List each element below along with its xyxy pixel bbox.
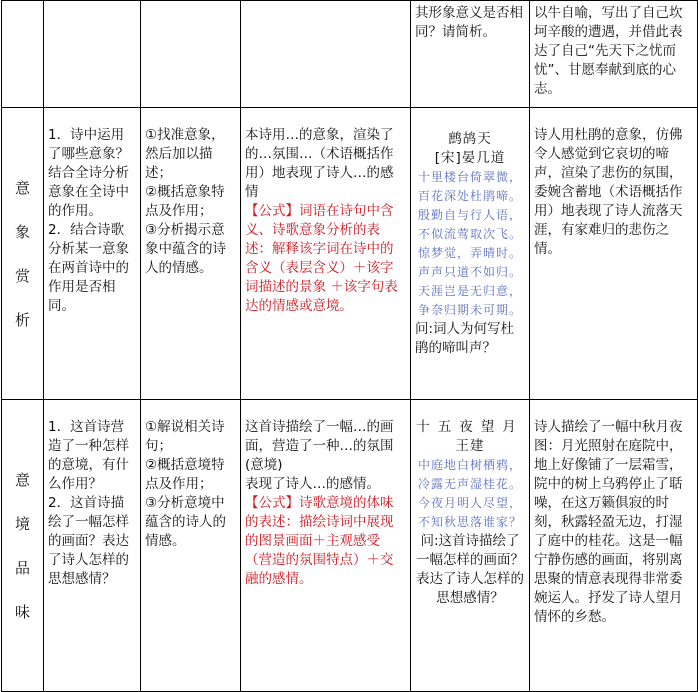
poem-author: 王建 — [455, 438, 485, 454]
poem-line: 冷露无声湿桂花。 — [417, 477, 522, 491]
formula-label: 【公式】 — [245, 203, 299, 219]
formula-block — [245, 494, 406, 589]
category-char: 析 — [14, 310, 30, 329]
table-row-mood — [2, 400, 698, 692]
question-item: 2．结合诗歌分析某一意象在两首诗中的作用是否相同。 — [48, 222, 129, 314]
step-item: ①解说相关诗句； — [145, 419, 225, 454]
step-item: ①找准意象，然后加以描述； — [145, 127, 225, 181]
answer-text: 诗人用杜鹃的意象，仿佛令人感觉到它哀切的啼声，渲染了悲伤的氛围，委婉含蓄地（术语概括作用）地表现了诗人流落天涯，有家难归的悲伤之情。 — [534, 127, 683, 257]
category-char: 品 — [14, 558, 30, 577]
poem-line: 天涯岂是无归意， — [417, 284, 522, 298]
question-item: 2．这首诗描绘了一幅怎样的画面？表达了诗人怎样的思想感情？ — [48, 495, 129, 587]
category-mood — [2, 400, 44, 692]
step-item: ③分析揭示意象中蕴含的诗人的情感。 — [145, 222, 226, 276]
category-char: 象 — [14, 222, 30, 241]
category-char: 境 — [14, 514, 30, 533]
poem-line: 不知秋思落谁家？ — [417, 515, 522, 529]
imagery-example — [411, 108, 530, 400]
step-item: ②概括意象特点及作用； — [145, 184, 225, 219]
step-item: ②概括意境特点及作用； — [145, 457, 225, 492]
poem-author: [宋]晏几道 — [434, 150, 506, 166]
poem-question: 问:这首诗描绘了一幅怎样的画面？表达了诗人怎样的思想感情？ — [416, 533, 524, 606]
imagery-answer — [530, 108, 698, 400]
question-item: 1．这首诗营造了一种怎样的意境，有什么作用？ — [48, 419, 129, 492]
formula-label: 【公式】 — [245, 495, 299, 511]
category-char: 意 — [14, 470, 30, 489]
mood-steps — [141, 400, 241, 692]
category-imagery — [2, 108, 44, 400]
question-item: 1．诗中运用了哪些意象？结合全诗分析意象在全诗中的作用。 — [48, 127, 129, 219]
cell-top-answer — [530, 1, 698, 108]
top-example-text: 其形象意义是否相同？请简析。 — [415, 5, 523, 40]
poem-line: 十里楼台倚翠微， — [417, 170, 522, 184]
category-char: 意 — [14, 178, 30, 197]
template-text: 本诗用…的意象，渲染了的…氛围…（术语概括作用）地表现了诗人…的感情 — [245, 127, 394, 200]
poem-line: 声声只道不如归。 — [417, 265, 522, 279]
step-item: ③分析意境中蕴含的诗人的情感。 — [145, 495, 226, 549]
poem-line: 不似流莺取次飞。 — [417, 227, 522, 241]
formula-text: 词语在诗句中含义、诗歌意象分析的表述：解释该字词在诗中的含义（表层含义）＋该字词描述的景象 ＋该字句表达的情感或意境。 — [245, 203, 398, 314]
cell-top-category — [2, 1, 44, 108]
mood-template — [241, 400, 411, 692]
poem-title: 十五夜望月 — [416, 419, 524, 435]
poem-question: 问:词人为何写杜鹃的啼叫声？ — [415, 321, 515, 356]
imagery-template — [241, 108, 411, 400]
mood-answer — [530, 400, 698, 692]
poem-line: 殷勤自与行人语， — [417, 208, 522, 222]
imagery-questions — [44, 108, 141, 400]
poem-line: 中庭地白树栖鸦， — [417, 458, 522, 472]
poem-title: 鹧鸪天 — [448, 131, 492, 147]
category-char: 赏 — [14, 266, 30, 285]
answer-text: 诗人描绘了一幅中秋月夜图：月光照射在庭院中，地上好像铺了一层霜雪，院中的树上乌鸦停止了聒噪，在这万籁俱寂的时刻，秋露轻盈无边，打湿了庭中的桂花。这是一幅宁静伤感的画面，将别离思聚的情意表现得非常委婉运人。抒发了诗人望月情怀的乡愁。 — [534, 419, 683, 625]
formula-text: 诗歌意境的体味的表述：描绘诗词中展现的图景画面＋主观感受（营造的氛围特点）＋交融的感情。 — [245, 495, 394, 587]
table-row-imagery — [2, 108, 698, 400]
template-text: 这首诗描绘了一幅…的画面，营造了一种…的氛围(意境) — [245, 419, 394, 473]
poem-line: 百花深处杜鹃啼。 — [417, 189, 522, 203]
poem-line: 惊梦觉，弄晴时。 — [417, 246, 522, 260]
formula-block — [245, 202, 406, 316]
template-text: 表现了诗人…的感情。 — [245, 476, 380, 492]
cell-top-question — [44, 1, 141, 108]
cell-top-steps — [141, 1, 241, 108]
poem-line: 争奈归期未可期。 — [417, 303, 522, 317]
imagery-steps — [141, 108, 241, 400]
table-row-top — [2, 1, 698, 108]
mood-questions — [44, 400, 141, 692]
cell-top-template — [241, 1, 411, 108]
mood-example — [411, 400, 530, 692]
cell-top-example — [411, 1, 530, 108]
category-char: 味 — [14, 602, 30, 621]
top-answer-text: 以牛自喻，写出了自己坎坷辛酸的遭遇，并借此表达了自己“先天下之忧而忧”、甘愿奉献到底的心志。 — [534, 5, 683, 97]
poem-line: 今夜月明人尽望， — [417, 496, 522, 510]
poetry-method-table — [1, 0, 698, 692]
